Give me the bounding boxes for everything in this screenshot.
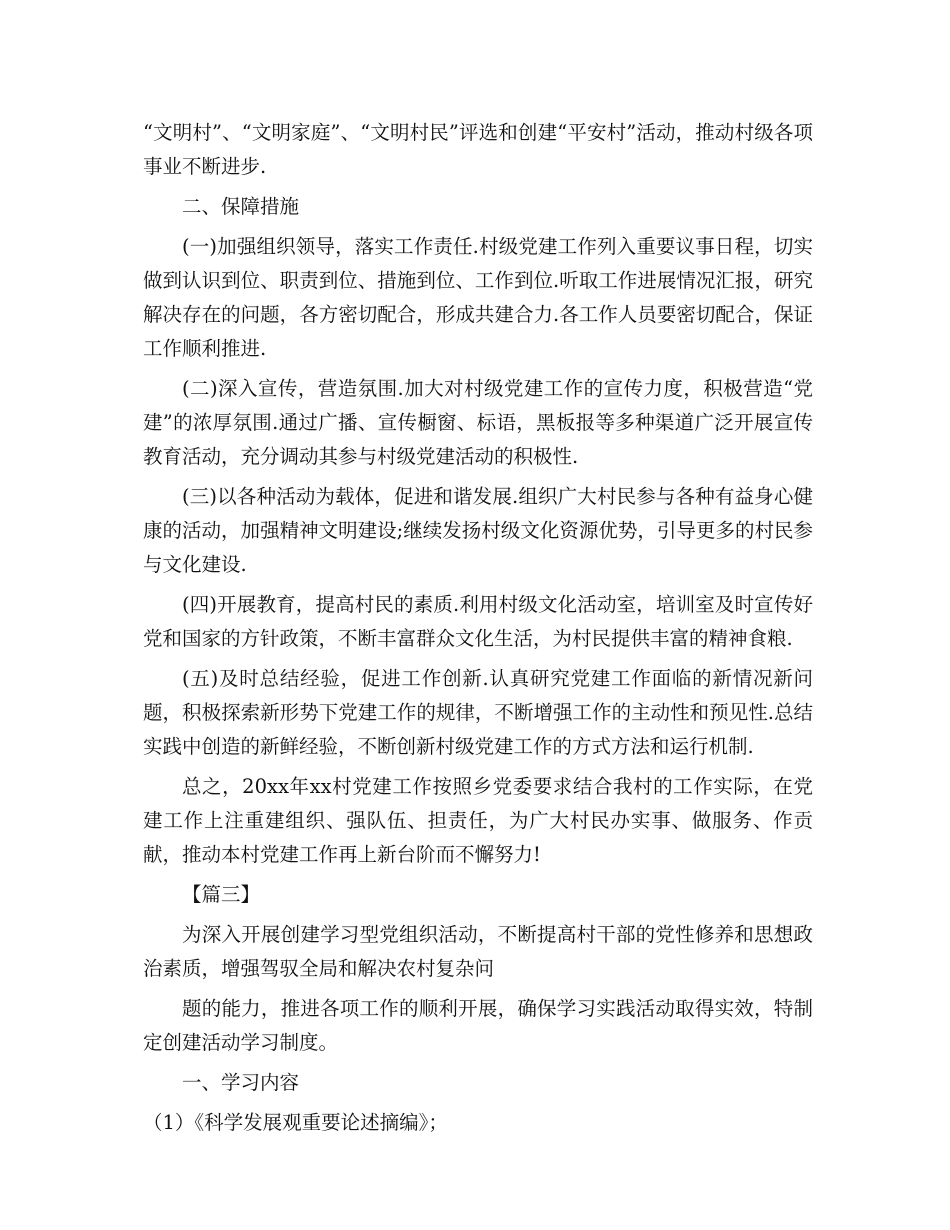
- paragraph-continuation: “文明村”、“文明家庭”、“文明村民”评选和创建“平安村”活动，推动村级各项事业不断进步.: [143, 121, 813, 178]
- paragraph-measure-5: (五)及时总结经验，促进工作创新.认真研究党建工作面临的新情况新问题，积极探索新形势下党建工作的规律，不断增强工作的主动性和预见性.总结实践中创造的新鲜经验，不断创新村级党建工作的方式方法和运行机制.: [143, 667, 813, 758]
- list-item: （1）《科学发展观重要论述摘编》；: [143, 1111, 448, 1134]
- chapter-heading: 【篇三】: [182, 883, 261, 906]
- paragraph-intro: 为深入开展创建学习型党组织活动，不断提高村干部的党性修养和思想政治素质，增强驾驭全局和解决农村复杂问: [143, 923, 813, 980]
- section-heading-study-content: 一、学习内容: [182, 1071, 300, 1094]
- paragraph-intro-continued: 题的能力，推进各项工作的顺利开展，确保学习实践活动取得实效，特制定创建活动学习制度。: [143, 997, 813, 1054]
- paragraph-measure-3: (三)以各种活动为载体，促进和谐发展.组织广大村民参与各种有益身心健康的活动，加强精神文明建设;继续发扬村级文化资源优势，引导更多的村民参与文化建设.: [143, 485, 813, 576]
- paragraph-measure-1: (一)加强组织领导，落实工作责任.村级党建工作列入重要议事日程，切实做到认识到位、职责到位、措施到位、工作到位.听取工作进展情况汇报，研究解决存在的问题，各方密切配合，形成共建合力.各工作人员要密切配合，保证工作顺利推进.: [143, 235, 813, 360]
- paragraph-summary: 总之，20xx年xx村党建工作按照乡党委要求结合我村的工作实际，在党建工作上注重建组织、强队伍、担责任，为广大村民办实事、做服务、作贡献，推动本村党建工作再上新台阶而不懈努力!: [143, 775, 813, 866]
- document-body: [143, 116, 813, 1146]
- section-heading-safeguards: 二、保障措施: [182, 195, 300, 218]
- paragraph-measure-4: (四)开展教育，提高村民的素质.利用村级文化活动室，培训室及时宣传好党和国家的方针政策，不断丰富群众文化生活，为村民提供丰富的精神食粮.: [143, 593, 813, 650]
- paragraph-measure-2: (二)深入宣传，营造氛围.加大对村级党建工作的宣传力度，积极营造“党建”的浓厚氛围.通过广播、宣传橱窗、标语，黑板报等多种渠道广泛开展宣传教育活动，充分调动其参与村级党建活动的积极性.: [143, 377, 813, 468]
